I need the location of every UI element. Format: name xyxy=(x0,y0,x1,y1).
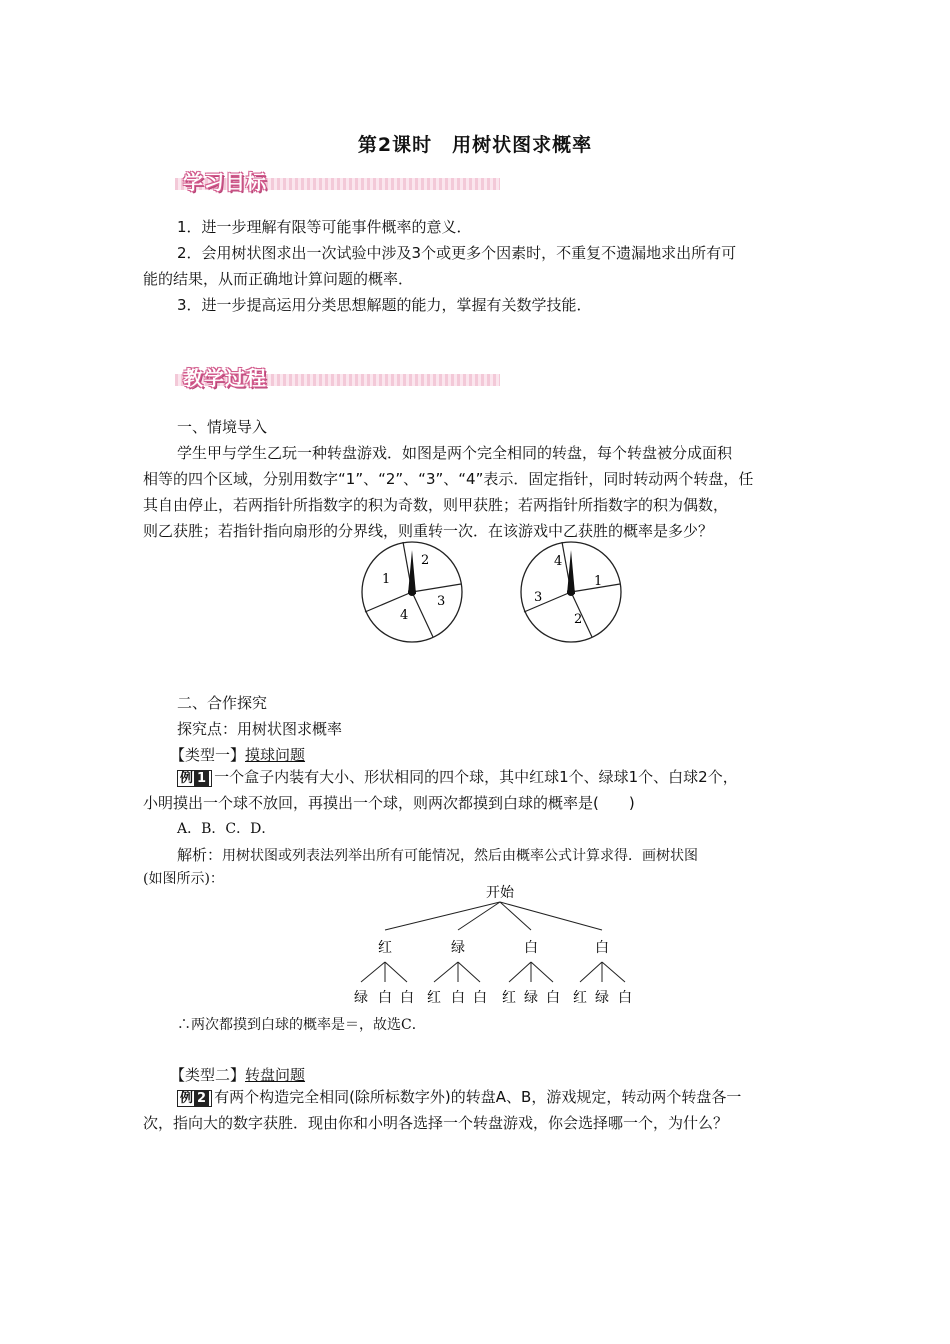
objective-1: 1．进一步理解有限等可能事件概率的意义． xyxy=(177,218,472,236)
intro-line-1: 学生甲与学生乙玩一种转盘游戏．如图是两个完全相同的转盘，每个转盘被分成面积 xyxy=(177,444,733,462)
conclusion: ∴两次都摸到白球的概率是＝，故选C． xyxy=(177,1017,426,1033)
example-2-badge: 例 2 xyxy=(177,1090,212,1107)
spinner-right-label-3: 3 xyxy=(534,590,543,605)
tree-l2-2-1: 绿 xyxy=(524,990,538,1006)
tree-l2-1-0: 红 xyxy=(427,990,441,1006)
analysis-text: 用树状图或列表法列举出所有可能情况，然后由概率公式计算求得．画树状图 xyxy=(222,848,699,864)
tree-l2-2-0: 红 xyxy=(502,990,516,1006)
example-1-line-1 xyxy=(177,764,738,790)
example-1-choices: A．B．C．D． xyxy=(177,821,276,837)
example-2-text: 有两个构造完全相同(除所标数字外)的转盘A、B，游戏规定，转动两个转盘各一 xyxy=(214,1088,742,1106)
analysis-line-2: (如图所示)： xyxy=(143,871,224,887)
tree-l2-1-2: 白 xyxy=(473,990,487,1006)
tree-l2-3-0: 红 xyxy=(573,990,587,1006)
type1-title: 摸球问题 xyxy=(245,746,306,764)
tree-diagram xyxy=(340,880,650,1010)
spinner-left-label-1: 1 xyxy=(382,572,391,587)
tree-l2-0-0: 绿 xyxy=(354,990,368,1006)
objectives-label: 学习目标 xyxy=(183,170,267,194)
spinner-right-label-4: 4 xyxy=(554,554,563,569)
example-1-badge: 例 1 xyxy=(177,770,212,787)
spinner-left xyxy=(355,537,470,647)
objective-2-cont: 能的结果，从而正确地计算问题的概率． xyxy=(143,270,414,288)
example-1-text: 一个盒子内装有大小、形状相同的四个球，其中红球1个、绿球1个、白球2个， xyxy=(214,768,738,786)
tree-l1-0: 红 xyxy=(378,940,392,956)
analysis-line-1 xyxy=(177,842,698,869)
objective-3: 3．进一步提高运用分类思想解题的能力，掌握有关数学技能． xyxy=(177,296,592,314)
explore-heading: 二、合作探究 xyxy=(177,694,268,712)
tree-l1-2: 白 xyxy=(524,940,538,956)
type1-prefix: 【类型一】 xyxy=(170,746,246,764)
tree-l2-2-2: 白 xyxy=(546,990,560,1006)
tree-l2-1-1: 白 xyxy=(451,990,465,1006)
tree-l1-3: 白 xyxy=(595,940,609,956)
intro-line-3: 其自由停止，若两指针所指数字的积为奇数，则甲获胜；若两指针所指数字的积为偶数， xyxy=(143,496,729,514)
intro-heading: 一、情境导入 xyxy=(177,418,268,436)
spinner-left-label-2: 2 xyxy=(421,553,430,568)
tree-l2-3-1: 绿 xyxy=(595,990,609,1006)
objectives-banner xyxy=(175,166,500,194)
tree-root: 开始 xyxy=(486,885,514,901)
page-title: 第2课时 用树状图求概率 xyxy=(357,134,593,156)
example-2-line-1 xyxy=(177,1084,741,1110)
process-label: 教学过程 xyxy=(183,366,267,390)
objective-2: 2．会用树状图求出一次试验中涉及3个或更多个因素时，不重复不遗漏地求出所有可 xyxy=(177,244,737,262)
spinner-right-label-1: 1 xyxy=(594,574,603,589)
tree-l2-0-1: 白 xyxy=(378,990,392,1006)
tree-l2-3-2: 白 xyxy=(618,990,632,1006)
intro-line-2: 相等的四个区域，分别用数字“1”、“2”、“3”、“4”表示．固定指针，同时转动两个转盘，任 xyxy=(143,470,754,488)
spinner-left-label-3: 3 xyxy=(437,594,446,609)
spinner-right xyxy=(514,537,629,647)
analysis-label: 解析： xyxy=(177,846,223,864)
explore-point: 探究点：用树状图求概率 xyxy=(177,720,343,738)
spinner-left-label-4: 4 xyxy=(400,608,409,623)
spinner-right-label-2: 2 xyxy=(574,612,583,627)
tree-l1-1: 绿 xyxy=(451,940,465,956)
example-1-line-2: 小明摸出一个球不放回，再摸出一个球，则两次都摸到白球的概率是( ) xyxy=(143,794,635,812)
type2-title: 转盘问题 xyxy=(245,1066,306,1084)
intro-line-4: 则乙获胜；若指针指向扇形的分界线，则重转一次．在该游戏中乙获胜的概率是多少？ xyxy=(143,522,714,540)
example-2-line-2: 次，指向大的数字获胜．现由你和小明各选择一个转盘游戏，你会选择哪一个，为什么？ xyxy=(143,1114,729,1132)
type2-prefix: 【类型二】 xyxy=(170,1066,246,1084)
process-banner xyxy=(175,362,500,390)
tree-l2-0-2: 白 xyxy=(400,990,414,1006)
